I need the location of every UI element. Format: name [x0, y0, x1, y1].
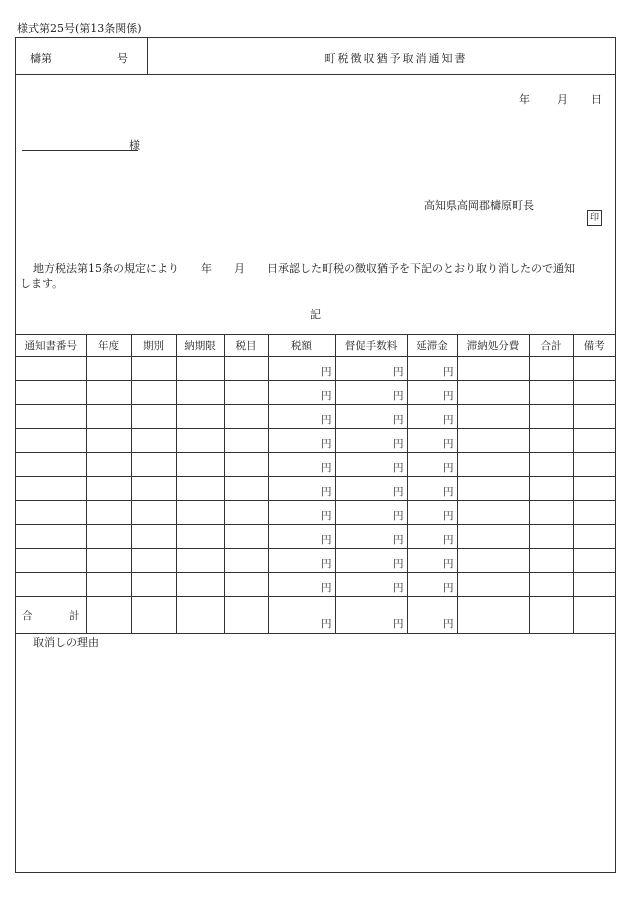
- table-cell: [86, 549, 131, 573]
- table-cell: [86, 405, 131, 429]
- table-cell: [131, 501, 176, 525]
- ki-label: 記: [310, 308, 321, 321]
- table-cell: [131, 477, 176, 501]
- header-divider: [147, 38, 148, 75]
- table-cell: [86, 381, 131, 405]
- yen-unit: 円: [407, 477, 457, 501]
- table-cell: [573, 477, 615, 501]
- table-cell: [529, 477, 573, 501]
- yen-unit: 円: [268, 573, 335, 597]
- table-cell: [176, 573, 224, 597]
- table-cell: [176, 381, 224, 405]
- seal-mark: 印: [587, 210, 602, 226]
- table-cell: [224, 381, 268, 405]
- table-total-row: [16, 597, 615, 634]
- table-cell: [457, 381, 529, 405]
- table-row: [16, 501, 615, 525]
- table-cell: [224, 501, 268, 525]
- table-cell: [131, 405, 176, 429]
- table-cell: [16, 573, 86, 597]
- column-header: 年度: [86, 335, 131, 357]
- column-header: 期別: [131, 335, 176, 357]
- header-bottom-line: [16, 74, 615, 75]
- addressee-suffix: 様: [129, 139, 140, 152]
- table-row: [16, 525, 615, 549]
- table-cell: [131, 525, 176, 549]
- table-cell: [16, 501, 86, 525]
- yen-unit: 円: [407, 573, 457, 597]
- column-header: 延滞金: [407, 335, 457, 357]
- table-cell: [573, 357, 615, 381]
- yen-unit: 円: [335, 381, 407, 405]
- table-cell: [529, 453, 573, 477]
- date-month: 月: [557, 93, 568, 106]
- yen-unit: 円: [407, 453, 457, 477]
- column-header: 滞納処分費: [457, 335, 529, 357]
- yen-unit: 円: [407, 405, 457, 429]
- yen-unit: 円: [407, 501, 457, 525]
- table-cell: [573, 405, 615, 429]
- table-cell: [457, 477, 529, 501]
- yen-unit: 円: [407, 597, 457, 634]
- yen-unit: 円: [407, 429, 457, 453]
- yen-unit: 円: [268, 381, 335, 405]
- table-cell: [86, 501, 131, 525]
- table-cell: [176, 405, 224, 429]
- body-text-line1: 地方税法第15条の規定により 年 月 日承認した町税の徴収猶予を下記のとおり取り消したので通知: [33, 262, 575, 275]
- column-header: 通知書番号: [16, 335, 86, 357]
- table-cell: [573, 453, 615, 477]
- table-cell: [224, 405, 268, 429]
- yen-unit: 円: [335, 525, 407, 549]
- yen-unit: 円: [335, 501, 407, 525]
- table-cell: [176, 549, 224, 573]
- table-cell: [16, 525, 86, 549]
- table-row: [16, 573, 615, 597]
- table-cell: [131, 597, 176, 634]
- body-text-line2: します。: [20, 277, 64, 290]
- table-cell: [86, 357, 131, 381]
- yen-unit: 円: [335, 597, 407, 634]
- yen-unit: 円: [268, 501, 335, 525]
- table-cell: [457, 405, 529, 429]
- table-cell: [176, 453, 224, 477]
- table-cell: [224, 597, 268, 634]
- table-cell: [529, 429, 573, 453]
- document-title: 町税徴収猶予取消通知書: [324, 52, 468, 65]
- table-cell: [16, 549, 86, 573]
- table-row: [16, 357, 615, 381]
- table-cell: [224, 357, 268, 381]
- table-cell: [16, 477, 86, 501]
- table-row: [16, 477, 615, 501]
- table-cell: [16, 405, 86, 429]
- table-cell: [573, 429, 615, 453]
- yen-unit: 円: [268, 525, 335, 549]
- column-header: 納期限: [176, 335, 224, 357]
- yen-unit: 円: [268, 405, 335, 429]
- document-number-suffix: 号: [117, 52, 128, 65]
- table-cell: [86, 453, 131, 477]
- yen-unit: 円: [268, 477, 335, 501]
- table-cell: [529, 549, 573, 573]
- table-cell: [176, 525, 224, 549]
- notice-form: [15, 37, 616, 873]
- yen-unit: 円: [268, 453, 335, 477]
- yen-unit: 円: [268, 597, 335, 634]
- table-cell: [224, 453, 268, 477]
- table-cell: [224, 573, 268, 597]
- table-cell: [457, 573, 529, 597]
- table-cell: [457, 525, 529, 549]
- table-cell: [224, 549, 268, 573]
- table-row: [16, 429, 615, 453]
- table-cell: [176, 357, 224, 381]
- table-cell: [529, 381, 573, 405]
- yen-unit: 円: [268, 357, 335, 381]
- total-label: [16, 597, 86, 634]
- table-row: [16, 381, 615, 405]
- yen-unit: 円: [335, 549, 407, 573]
- table-row: [16, 549, 615, 573]
- reason-label: 取消しの理由: [33, 636, 99, 649]
- table-cell: [131, 357, 176, 381]
- table-cell: [529, 573, 573, 597]
- addressee-line: [22, 150, 138, 151]
- table-cell: [176, 501, 224, 525]
- yen-unit: 円: [407, 357, 457, 381]
- table-row: [16, 453, 615, 477]
- table-cell: [573, 549, 615, 573]
- yen-unit: 円: [268, 549, 335, 573]
- date-year: 年: [519, 93, 530, 106]
- yen-unit: 円: [407, 549, 457, 573]
- table-cell: [176, 429, 224, 453]
- issuer-name: 高知県高岡郡檮原町長: [424, 199, 534, 212]
- column-header: 督促手数料: [335, 335, 407, 357]
- document-number-prefix: 檮第: [30, 52, 52, 65]
- table-cell: [16, 453, 86, 477]
- table-cell: [457, 453, 529, 477]
- table-cell: [529, 597, 573, 634]
- table-cell: [131, 429, 176, 453]
- table-cell: [176, 597, 224, 634]
- table-cell: [573, 597, 615, 634]
- yen-unit: 円: [268, 429, 335, 453]
- table-cell: [176, 477, 224, 501]
- column-header: 合計: [529, 335, 573, 357]
- table-cell: [224, 477, 268, 501]
- column-header: 税額: [268, 335, 335, 357]
- table-row: [16, 405, 615, 429]
- table-cell: [131, 381, 176, 405]
- table-cell: [573, 501, 615, 525]
- table-cell: [457, 429, 529, 453]
- yen-unit: 円: [407, 525, 457, 549]
- yen-unit: 円: [335, 405, 407, 429]
- table-cell: [529, 525, 573, 549]
- fee-table: [16, 335, 615, 634]
- table-cell: [131, 573, 176, 597]
- column-header: 税目: [224, 335, 268, 357]
- table-cell: [529, 357, 573, 381]
- table-cell: [16, 429, 86, 453]
- table-cell: [224, 525, 268, 549]
- total-label-left: 合: [22, 609, 33, 622]
- table-cell: [86, 477, 131, 501]
- yen-unit: 円: [335, 357, 407, 381]
- table-cell: [573, 381, 615, 405]
- table-cell: [573, 525, 615, 549]
- table-cell: [86, 597, 131, 634]
- table-cell: [131, 549, 176, 573]
- table-cell: [86, 573, 131, 597]
- table-cell: [86, 525, 131, 549]
- table-cell: [131, 453, 176, 477]
- table-cell: [457, 501, 529, 525]
- table-cell: [16, 381, 86, 405]
- yen-unit: 円: [335, 573, 407, 597]
- form-number: 様式第25号(第13条関係): [17, 22, 142, 35]
- column-header: 備考: [573, 335, 615, 357]
- table-cell: [224, 429, 268, 453]
- table-cell: [457, 357, 529, 381]
- date-day: 日: [591, 93, 602, 106]
- yen-unit: 円: [407, 381, 457, 405]
- table-cell: [573, 573, 615, 597]
- table-cell: [16, 357, 86, 381]
- table-cell: [457, 549, 529, 573]
- table-cell: [457, 597, 529, 634]
- table-cell: [529, 501, 573, 525]
- table-cell: [529, 405, 573, 429]
- yen-unit: 円: [335, 477, 407, 501]
- table-cell: [86, 429, 131, 453]
- table-header-row: [16, 335, 615, 357]
- yen-unit: 円: [335, 453, 407, 477]
- total-label-right: 計: [69, 609, 80, 622]
- yen-unit: 円: [335, 429, 407, 453]
